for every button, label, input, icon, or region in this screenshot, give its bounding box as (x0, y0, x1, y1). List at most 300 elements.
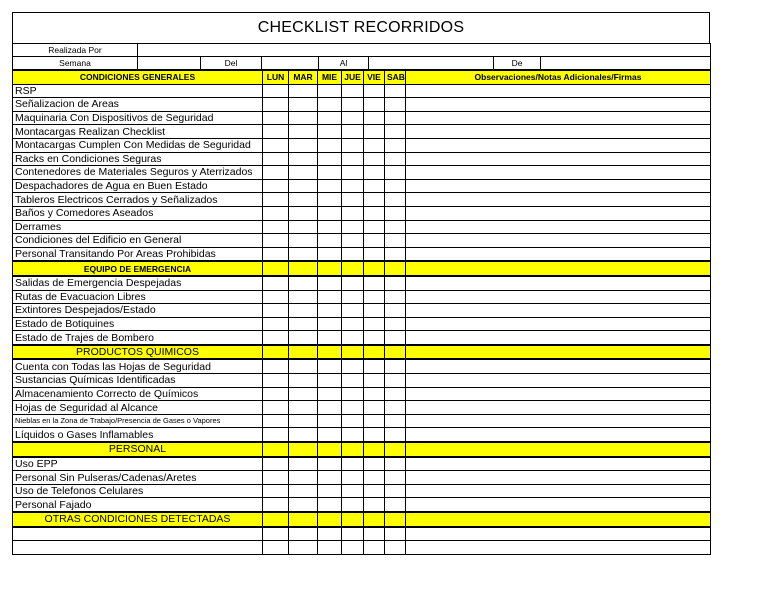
check-cell-jue[interactable] (342, 276, 364, 290)
check-cell-sab[interactable] (385, 276, 406, 290)
observaciones-cell[interactable] (406, 220, 711, 234)
blank-cell[interactable] (263, 541, 289, 555)
checklist-sheet (12, 12, 710, 555)
check-cell-vie[interactable] (364, 471, 385, 485)
check-cell-sab[interactable] (385, 428, 406, 442)
checklist-item-label: Racks en Condiciones Seguras (13, 152, 263, 166)
observaciones-cell[interactable] (406, 471, 711, 485)
check-cell-mar[interactable] (289, 276, 318, 290)
check-cell-jue[interactable] (342, 359, 364, 373)
check-cell-lun[interactable] (263, 414, 289, 428)
check-cell-vie[interactable] (364, 152, 385, 166)
check-cell-lun[interactable] (263, 428, 289, 442)
check-cell-vie[interactable] (364, 84, 385, 98)
check-cell-jue[interactable] (342, 471, 364, 485)
check-cell-mie[interactable] (318, 220, 342, 234)
checklist-item-label: Líquidos o Gases Inflamables (13, 428, 263, 442)
checklist-row (13, 84, 711, 98)
observaciones-cell[interactable] (406, 111, 711, 125)
section-header-cell (364, 345, 385, 360)
observaciones-cell[interactable] (406, 125, 711, 139)
check-cell-lun[interactable] (263, 290, 289, 304)
observaciones-cell[interactable] (406, 193, 711, 207)
check-cell-vie[interactable] (364, 414, 385, 428)
check-cell-vie[interactable] (364, 193, 385, 207)
check-cell-mie[interactable] (318, 138, 342, 152)
checklist-item-label: Despachadores de Agua en Buen Estado (13, 179, 263, 193)
blank-cell[interactable] (263, 527, 289, 541)
observaciones-cell[interactable] (406, 138, 711, 152)
check-cell-mie[interactable] (318, 111, 342, 125)
header-day-jue: JUE (342, 71, 364, 85)
al-label: Al (319, 57, 369, 70)
observaciones-cell[interactable] (406, 234, 711, 248)
check-cell-mar[interactable] (289, 84, 318, 98)
check-cell-sab[interactable] (385, 166, 406, 180)
check-cell-lun[interactable] (263, 179, 289, 193)
section-header-cell (263, 512, 289, 527)
check-cell-mie[interactable] (318, 428, 342, 442)
check-cell-mar[interactable] (289, 247, 318, 261)
check-cell-jue[interactable] (342, 331, 364, 345)
check-cell-vie[interactable] (364, 374, 385, 388)
check-cell-mie[interactable] (318, 234, 342, 248)
realizada-por-label: Realizada Por (13, 44, 138, 57)
checklist-item-label: Almacenamiento Correcto de Químicos (13, 387, 263, 401)
check-cell-vie[interactable] (364, 125, 385, 139)
check-cell-vie[interactable] (364, 401, 385, 415)
blank-cell[interactable] (342, 541, 364, 555)
blank-cell[interactable] (318, 527, 342, 541)
observaciones-cell[interactable] (406, 498, 711, 512)
semana-field[interactable] (138, 57, 201, 70)
check-cell-lun[interactable] (263, 206, 289, 220)
check-cell-mie[interactable] (318, 206, 342, 220)
checklist-row (13, 359, 711, 373)
checklist-item-label: Uso de Telefonos Celulares (13, 484, 263, 498)
observaciones-cell[interactable] (406, 179, 711, 193)
check-cell-lun[interactable] (263, 484, 289, 498)
check-cell-mar[interactable] (289, 498, 318, 512)
section-header-cell (385, 345, 406, 360)
checklist-item-label: Sustancias Químicas Identificadas (13, 374, 263, 388)
check-cell-vie[interactable] (364, 359, 385, 373)
section-header-cell (364, 512, 385, 527)
check-cell-vie[interactable] (364, 331, 385, 345)
checklist-row (13, 152, 711, 166)
check-cell-jue[interactable] (342, 374, 364, 388)
info-row-semana (13, 57, 711, 70)
check-cell-mar[interactable] (289, 331, 318, 345)
check-cell-jue[interactable] (342, 84, 364, 98)
section-header-cell (406, 442, 711, 457)
check-cell-jue[interactable] (342, 152, 364, 166)
check-cell-mie[interactable] (318, 98, 342, 112)
check-cell-lun[interactable] (263, 111, 289, 125)
observaciones-cell[interactable] (406, 359, 711, 373)
check-cell-lun[interactable] (263, 317, 289, 331)
section-header-quimicos (13, 345, 711, 360)
blank-cell[interactable] (364, 527, 385, 541)
check-cell-vie[interactable] (364, 290, 385, 304)
checklist-row (13, 247, 711, 261)
check-cell-sab[interactable] (385, 193, 406, 207)
check-cell-mar[interactable] (289, 401, 318, 415)
check-cell-mie[interactable] (318, 290, 342, 304)
check-cell-lun[interactable] (263, 374, 289, 388)
check-cell-lun[interactable] (263, 98, 289, 112)
check-cell-sab[interactable] (385, 152, 406, 166)
check-cell-mie[interactable] (318, 498, 342, 512)
check-cell-mie[interactable] (318, 84, 342, 98)
check-cell-jue[interactable] (342, 401, 364, 415)
check-cell-mie[interactable] (318, 304, 342, 318)
check-cell-vie[interactable] (364, 206, 385, 220)
observaciones-cell[interactable] (406, 331, 711, 345)
section-header-cell (318, 442, 342, 457)
check-cell-lun[interactable] (263, 193, 289, 207)
section-header-cell (318, 345, 342, 360)
check-cell-lun[interactable] (263, 387, 289, 401)
header-row (13, 71, 711, 85)
del-label: Del (201, 57, 262, 70)
check-cell-mar[interactable] (289, 387, 318, 401)
checklist-item-label: Salidas de Emergencia Despejadas (13, 276, 263, 290)
check-cell-lun[interactable] (263, 138, 289, 152)
header-day-vie: VIE (364, 71, 385, 85)
check-cell-mar[interactable] (289, 138, 318, 152)
checklist-item-label: Montacargas Cumplen Con Medidas de Seguridad (13, 138, 263, 152)
check-cell-vie[interactable] (364, 387, 385, 401)
section-header-cell (385, 512, 406, 527)
check-cell-vie[interactable] (364, 220, 385, 234)
section-title-personal: PERSONAL (13, 442, 263, 457)
check-cell-mar[interactable] (289, 193, 318, 207)
checklist-row (13, 166, 711, 180)
check-cell-jue[interactable] (342, 166, 364, 180)
checklist-row (13, 331, 711, 345)
checklist-item-label: Estado de Trajes de Bombero (13, 331, 263, 345)
checklist-row (13, 428, 711, 442)
check-cell-mie[interactable] (318, 457, 342, 471)
check-cell-jue[interactable] (342, 206, 364, 220)
section-header-cell (406, 261, 711, 276)
observaciones-cell[interactable] (406, 401, 711, 415)
checklist-item-label: Tableros Electricos Cerrados y Señalizados (13, 193, 263, 207)
check-cell-vie[interactable] (364, 138, 385, 152)
check-cell-sab[interactable] (385, 234, 406, 248)
check-cell-jue[interactable] (342, 387, 364, 401)
check-cell-sab[interactable] (385, 98, 406, 112)
header-day-lun: LUN (263, 71, 289, 85)
check-cell-sab[interactable] (385, 138, 406, 152)
check-cell-sab[interactable] (385, 125, 406, 139)
checklist-row (13, 457, 711, 471)
blank-cell[interactable] (13, 541, 263, 555)
check-cell-sab[interactable] (385, 317, 406, 331)
check-cell-vie[interactable] (364, 234, 385, 248)
section-header-cell (342, 345, 364, 360)
check-cell-sab[interactable] (385, 331, 406, 345)
checklist-item-label: RSP (13, 84, 263, 98)
check-cell-lun[interactable] (263, 457, 289, 471)
header-day-mie: MIE (318, 71, 342, 85)
check-cell-jue[interactable] (342, 317, 364, 331)
check-cell-lun[interactable] (263, 331, 289, 345)
check-cell-jue[interactable] (342, 179, 364, 193)
checklist-row (13, 193, 711, 207)
check-cell-lun[interactable] (263, 166, 289, 180)
de-field[interactable] (541, 57, 711, 70)
check-cell-mie[interactable] (318, 166, 342, 180)
al-field[interactable] (369, 57, 494, 70)
section-header-cell (318, 261, 342, 276)
check-cell-mie[interactable] (318, 247, 342, 261)
section-header-cell (289, 345, 318, 360)
check-cell-jue[interactable] (342, 428, 364, 442)
check-cell-sab[interactable] (385, 359, 406, 373)
checklist-item-label: Derrames (13, 220, 263, 234)
check-cell-sab[interactable] (385, 414, 406, 428)
blank-cell[interactable] (318, 541, 342, 555)
check-cell-jue[interactable] (342, 247, 364, 261)
checklist-item-label: Estado de Botiquines (13, 317, 263, 331)
observaciones-cell[interactable] (406, 414, 711, 428)
blank-cell[interactable] (289, 541, 318, 555)
check-cell-lun[interactable] (263, 498, 289, 512)
check-cell-sab[interactable] (385, 304, 406, 318)
observaciones-cell[interactable] (406, 276, 711, 290)
checklist-row (13, 138, 711, 152)
realizada-por-field[interactable] (138, 44, 711, 57)
check-cell-sab[interactable] (385, 484, 406, 498)
blank-cell[interactable] (364, 541, 385, 555)
section-header-emergencia (13, 261, 711, 276)
blank-cell[interactable] (406, 541, 711, 555)
blank-cell[interactable] (13, 527, 263, 541)
blank-cell[interactable] (342, 527, 364, 541)
check-cell-lun[interactable] (263, 471, 289, 485)
check-cell-jue[interactable] (342, 498, 364, 512)
observaciones-cell[interactable] (406, 317, 711, 331)
check-cell-sab[interactable] (385, 247, 406, 261)
observaciones-cell[interactable] (406, 206, 711, 220)
check-cell-mie[interactable] (318, 401, 342, 415)
check-cell-jue[interactable] (342, 484, 364, 498)
observaciones-cell[interactable] (406, 247, 711, 261)
check-cell-lun[interactable] (263, 276, 289, 290)
check-cell-mie[interactable] (318, 125, 342, 139)
check-cell-mie[interactable] (318, 179, 342, 193)
checklist-row (13, 471, 711, 485)
checklist-row (13, 387, 711, 401)
checklist-table (12, 70, 711, 555)
header-observaciones: Observaciones/Notas Adicionales/Firmas (406, 71, 711, 85)
check-cell-mie[interactable] (318, 152, 342, 166)
section-header-cell (364, 442, 385, 457)
check-cell-mie[interactable] (318, 471, 342, 485)
check-cell-jue[interactable] (342, 234, 364, 248)
observaciones-cell[interactable] (406, 152, 711, 166)
check-cell-lun[interactable] (263, 220, 289, 234)
check-cell-vie[interactable] (364, 179, 385, 193)
check-cell-lun[interactable] (263, 359, 289, 373)
check-cell-mar[interactable] (289, 317, 318, 331)
check-cell-mar[interactable] (289, 457, 318, 471)
check-cell-vie[interactable] (364, 484, 385, 498)
check-cell-sab[interactable] (385, 179, 406, 193)
check-cell-mie[interactable] (318, 414, 342, 428)
check-cell-mie[interactable] (318, 387, 342, 401)
blank-cell[interactable] (289, 527, 318, 541)
check-cell-sab[interactable] (385, 220, 406, 234)
check-cell-mar[interactable] (289, 359, 318, 373)
checklist-item-label: Baños y Comedores Aseados (13, 206, 263, 220)
checklist-item-label: Contenedores de Materiales Seguros y Aterrizados (13, 166, 263, 180)
check-cell-lun[interactable] (263, 234, 289, 248)
blank-cell[interactable] (385, 541, 406, 555)
check-cell-mar[interactable] (289, 111, 318, 125)
check-cell-mar[interactable] (289, 179, 318, 193)
check-cell-mie[interactable] (318, 374, 342, 388)
check-cell-lun[interactable] (263, 247, 289, 261)
checklist-row (13, 125, 711, 139)
checklist-item-label: Condiciones del Edificio en General (13, 234, 263, 248)
check-cell-jue[interactable] (342, 457, 364, 471)
observaciones-cell[interactable] (406, 374, 711, 388)
check-cell-vie[interactable] (364, 498, 385, 512)
checklist-row (13, 317, 711, 331)
check-cell-lun[interactable] (263, 84, 289, 98)
check-cell-jue[interactable] (342, 290, 364, 304)
check-cell-sab[interactable] (385, 471, 406, 485)
section-header-cell (342, 512, 364, 527)
section-header-cell (263, 442, 289, 457)
check-cell-mie[interactable] (318, 359, 342, 373)
check-cell-mar[interactable] (289, 234, 318, 248)
observaciones-cell[interactable] (406, 457, 711, 471)
blank-cell[interactable] (406, 527, 711, 541)
check-cell-sab[interactable] (385, 498, 406, 512)
checklist-item-label: Personal Sin Pulseras/Cadenas/Aretes (13, 471, 263, 485)
checklist-item-label: Señalizacion de Areas (13, 98, 263, 112)
check-cell-sab[interactable] (385, 206, 406, 220)
checklist-row (13, 276, 711, 290)
check-cell-mar[interactable] (289, 428, 318, 442)
info-row-realizada (13, 44, 711, 57)
checklist-row (13, 498, 711, 512)
blank-row (13, 541, 711, 555)
check-cell-sab[interactable] (385, 401, 406, 415)
blank-cell[interactable] (385, 527, 406, 541)
check-cell-jue[interactable] (342, 98, 364, 112)
checklist-row (13, 401, 711, 415)
checklist-item-label: Nieblas en la Zona de Trabajo/Presencia de Gases o Vapores (13, 414, 263, 428)
observaciones-cell[interactable] (406, 304, 711, 318)
check-cell-mie[interactable] (318, 317, 342, 331)
check-cell-jue[interactable] (342, 220, 364, 234)
check-cell-mar[interactable] (289, 484, 318, 498)
check-cell-vie[interactable] (364, 98, 385, 112)
check-cell-mie[interactable] (318, 276, 342, 290)
check-cell-mar[interactable] (289, 166, 318, 180)
observaciones-cell[interactable] (406, 290, 711, 304)
check-cell-jue[interactable] (342, 414, 364, 428)
section-header-cell (406, 512, 711, 527)
check-cell-mie[interactable] (318, 484, 342, 498)
check-cell-jue[interactable] (342, 304, 364, 318)
check-cell-jue[interactable] (342, 138, 364, 152)
checklist-row (13, 290, 711, 304)
check-cell-lun[interactable] (263, 152, 289, 166)
check-cell-sab[interactable] (385, 111, 406, 125)
check-cell-vie[interactable] (364, 276, 385, 290)
check-cell-mie[interactable] (318, 331, 342, 345)
check-cell-sab[interactable] (385, 387, 406, 401)
check-cell-jue[interactable] (342, 111, 364, 125)
check-cell-lun[interactable] (263, 304, 289, 318)
check-cell-mar[interactable] (289, 206, 318, 220)
check-cell-mar[interactable] (289, 414, 318, 428)
check-cell-vie[interactable] (364, 457, 385, 471)
check-cell-sab[interactable] (385, 84, 406, 98)
checklist-row (13, 98, 711, 112)
check-cell-vie[interactable] (364, 428, 385, 442)
check-cell-vie[interactable] (364, 304, 385, 318)
check-cell-mie[interactable] (318, 193, 342, 207)
check-cell-mar[interactable] (289, 125, 318, 139)
header-day-mar: MAR (289, 71, 318, 85)
observaciones-cell[interactable] (406, 98, 711, 112)
section-header-cell (342, 442, 364, 457)
checklist-item-label: Extintores Despejados/Estado (13, 304, 263, 318)
check-cell-mar[interactable] (289, 220, 318, 234)
check-cell-mar[interactable] (289, 471, 318, 485)
observaciones-cell[interactable] (406, 84, 711, 98)
check-cell-vie[interactable] (364, 317, 385, 331)
check-cell-vie[interactable] (364, 247, 385, 261)
check-cell-lun[interactable] (263, 125, 289, 139)
check-cell-mar[interactable] (289, 152, 318, 166)
checklist-row (13, 220, 711, 234)
checklist-item-label: Personal Transitando Por Areas Prohibidas (13, 247, 263, 261)
check-cell-jue[interactable] (342, 125, 364, 139)
observaciones-cell[interactable] (406, 387, 711, 401)
check-cell-vie[interactable] (364, 166, 385, 180)
observaciones-cell[interactable] (406, 484, 711, 498)
header-day-sab: SAB (385, 71, 406, 85)
section-title-otras: OTRAS CONDICIONES DETECTADAS (13, 512, 263, 527)
checklist-row (13, 304, 711, 318)
observaciones-cell[interactable] (406, 428, 711, 442)
section-header-cell (318, 512, 342, 527)
check-cell-lun[interactable] (263, 401, 289, 415)
observaciones-cell[interactable] (406, 166, 711, 180)
check-cell-vie[interactable] (364, 111, 385, 125)
check-cell-sab[interactable] (385, 290, 406, 304)
check-cell-mar[interactable] (289, 98, 318, 112)
section-header-cell (289, 512, 318, 527)
check-cell-mar[interactable] (289, 374, 318, 388)
section-title-quimicos: PRODUCTOS QUIMICOS (13, 345, 263, 360)
section-header-cell (364, 261, 385, 276)
check-cell-sab[interactable] (385, 457, 406, 471)
check-cell-sab[interactable] (385, 374, 406, 388)
del-field[interactable] (262, 57, 319, 70)
check-cell-mar[interactable] (289, 304, 318, 318)
check-cell-jue[interactable] (342, 193, 364, 207)
check-cell-mar[interactable] (289, 290, 318, 304)
